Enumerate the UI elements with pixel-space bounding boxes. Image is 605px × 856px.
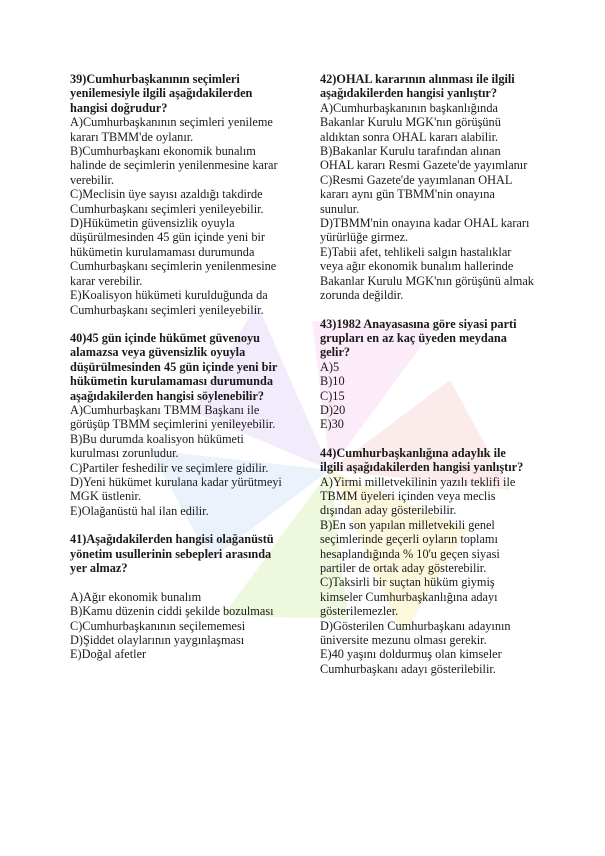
option-line: A)Ağır ekonomik bunalım bbox=[70, 589, 202, 604]
question bbox=[70, 532, 315, 662]
question-title-line: ilgili aşağıdakilerden hangisi yanlıştır? bbox=[320, 460, 524, 475]
option-line: B)Bakanlar Kurulu tarafından alınan bbox=[320, 144, 501, 159]
question bbox=[320, 446, 565, 677]
option-line: kimseler Cumhurbaşkanlığına adayı bbox=[320, 589, 498, 604]
option-line: Cumhurbaşkanı seçimleri yenileyebilir. bbox=[70, 302, 264, 317]
question-title-line: grupları en az kaç üyeden meydana bbox=[320, 330, 507, 345]
option-line: E)Olağanüstü hal ilan edilir. bbox=[70, 503, 209, 518]
question-title-line: 39)Cumhurbaşkanının seçimleri bbox=[70, 72, 240, 86]
option-line: A)Cumhurbaşkanının seçimleri yenileme bbox=[70, 115, 273, 130]
option-line: A)5 bbox=[320, 359, 340, 374]
option-line: Bakanlar Kurulu MGK'nın görüşünü bbox=[320, 115, 501, 130]
question-title-line: yenilemesiyle ilgili aşağıdakilerden bbox=[70, 86, 253, 101]
option-line: veya ağır ekonomik bunalım hallerinde bbox=[320, 259, 514, 274]
option-line: D)TBMM'nin onayına kadar OHAL kararı bbox=[320, 216, 530, 231]
option-line: gösterilemezler. bbox=[320, 604, 399, 619]
option-line: E)30 bbox=[320, 417, 344, 432]
option-line: D)20 bbox=[320, 402, 346, 417]
option-line: A)Cumhurbaşkanının başkanlığında bbox=[320, 100, 498, 115]
option-line: A)Cumhurbaşkanı TBMM Başkanı ile bbox=[70, 402, 260, 417]
option-line: E)Koalisyon hükümeti kurulduğunda da bbox=[70, 288, 268, 303]
option-line: D)Yeni hükümet kurulana kadar yürütmeyi bbox=[70, 474, 282, 489]
question-title-line: düşürülmesinden 45 gün içinde yeni bir bbox=[70, 359, 278, 374]
option-line: dışından aday gösterilebilir. bbox=[320, 503, 457, 518]
option-line: Cumhurbaşkanı adayı gösterilebilir. bbox=[320, 661, 496, 676]
question bbox=[70, 331, 315, 518]
option-line: zorunda değildir. bbox=[320, 288, 404, 303]
left-column bbox=[70, 72, 315, 676]
option-line: E)40 yaşını doldurmuş olan kimseler bbox=[320, 647, 502, 662]
option-line: aldıktan sonra OHAL kararı alabilir. bbox=[320, 129, 499, 144]
option-line: partiler de ortak aday gösterebilir. bbox=[320, 561, 487, 575]
question-title-line: hükümetin kurulamaması durumunda bbox=[70, 374, 273, 389]
option-line: hesaplandığında % 10'u geçen siyasi bbox=[320, 546, 500, 561]
option-line: B)10 bbox=[320, 374, 345, 389]
option-line: görüşüp TBMM seçimlerini yenileyebilir. bbox=[70, 417, 276, 432]
question bbox=[320, 317, 565, 432]
option-line: OHAL kararı Resmi Gazete'de yayımlanır bbox=[320, 158, 528, 173]
option-line: B)Cumhurbaşkanı ekonomik bunalım bbox=[70, 144, 256, 159]
option-line: düşürülmesinden 45 gün içinde yeni bir bbox=[70, 230, 266, 245]
question-title-line: yönetim usullerinin sebepleri arasında bbox=[70, 546, 272, 561]
question-title-line: 40)45 gün içinde hükümet güvenoyu bbox=[70, 330, 260, 345]
option-line: C)Cumhurbaşkanının seçilememesi bbox=[70, 618, 246, 633]
option-line: MGK üstlenir. bbox=[70, 489, 142, 504]
right-column bbox=[320, 72, 565, 690]
option-line: yürürlüğe girmez. bbox=[320, 230, 409, 245]
option-line: karar verebilir. bbox=[70, 273, 143, 288]
option-line: E)Tabii afet, tehlikeli salgın hastalıklar bbox=[320, 244, 512, 259]
option-line: sunulur. bbox=[320, 201, 360, 216]
option-line: B)En son yapılan milletvekili genel bbox=[320, 517, 495, 532]
option-line: D)Gösterilen Cumhurbaşkanı adayının bbox=[320, 618, 511, 633]
option-line: seçimlerinde geçerli oyların toplamı bbox=[320, 532, 498, 547]
option-line: C)Meclisin üye sayısı azaldığı takdirde bbox=[70, 187, 263, 202]
option-line: C)15 bbox=[320, 388, 345, 403]
option-line: C)Taksirli bir suçtan hüküm giymiş bbox=[320, 575, 495, 590]
option-line: A)Yirmi milletvekilinin yazılı teklifi ile bbox=[320, 474, 516, 489]
option-line: B)Kamu düzenin ciddi şekilde bozulması bbox=[70, 604, 274, 619]
option-line: C)Partiler feshedilir ve seçimlere gidilir. bbox=[70, 460, 269, 475]
question-title-line: hangisi doğrudur? bbox=[70, 100, 168, 115]
option-line: Cumhurbaşkanı seçimlerin yenilenmesine bbox=[70, 259, 277, 274]
option-line: Cumhurbaşkanı seçimleri yenileyebilir. bbox=[70, 201, 264, 216]
option-line: kararı aynı gün TBMM'nin onayına bbox=[320, 187, 495, 202]
question-title-line: gelir? bbox=[320, 345, 351, 360]
option-line: B)Bu durumda koalisyon hükümeti bbox=[70, 431, 244, 446]
question-title-line: 42)OHAL kararının alınması ile ilgili bbox=[320, 72, 515, 86]
question-title-line: 44)Cumhurbaşkanlığına adaylık ile bbox=[320, 445, 506, 460]
option-line: Bakanlar Kurulu MGK'nın görüşünü almak bbox=[320, 273, 534, 288]
option-line: halinde de seçimlerin yenilenmesine karar bbox=[70, 158, 278, 173]
option-line: üniversite mezunu olması gerekir. bbox=[320, 633, 487, 648]
option-line: D)Hükümetin güvensizlik oyuyla bbox=[70, 216, 235, 231]
option-line: hükümetin kurulamaması durumunda bbox=[70, 244, 255, 259]
question-title-line: alamazsa veya güvensizlik oyuyla bbox=[70, 345, 246, 360]
question-title-line: yer almaz? bbox=[70, 561, 128, 575]
option-line: TBMM üyeleri içinden veya meclis bbox=[320, 488, 496, 503]
option-line: kararı TBMM'de oylanır. bbox=[70, 129, 194, 144]
question-title-line: aşağıdakilerden hangisi söylenebilir? bbox=[70, 388, 265, 403]
option-line: verebilir. bbox=[70, 172, 115, 187]
question-title-line: 41)Aşağıdakilerden hangisi olağanüstü bbox=[70, 532, 274, 547]
option-line: C)Resmi Gazete'de yayımlanan OHAL bbox=[320, 172, 513, 187]
question-title-line: aşağıdakilerden hangisi yanlıştır? bbox=[320, 86, 497, 101]
option-line: E)Doğal afetler bbox=[70, 647, 147, 662]
question bbox=[320, 72, 565, 303]
option-line: kurulması zorunludur. bbox=[70, 446, 179, 461]
option-line: D)Şiddet olaylarının yaygınlaşması bbox=[70, 633, 245, 648]
question-title-line: 43)1982 Anayasasına göre siyasi parti bbox=[320, 316, 517, 331]
question bbox=[70, 72, 315, 317]
